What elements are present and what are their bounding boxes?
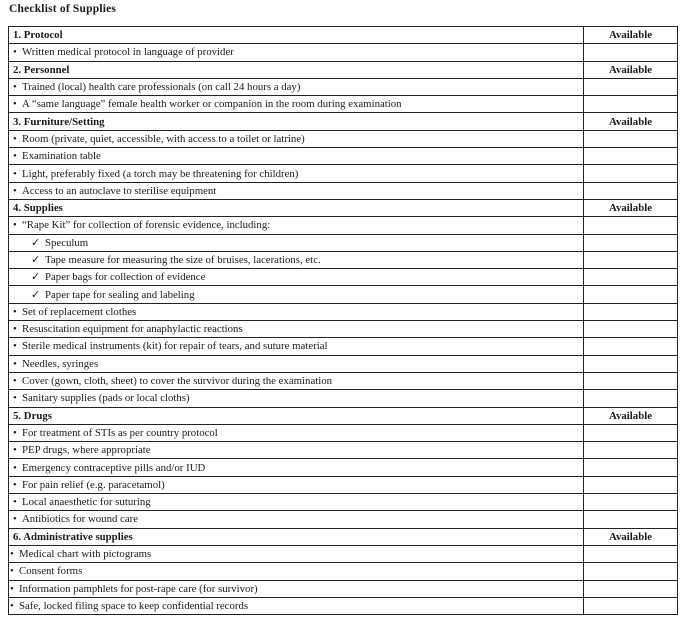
item-text: Antibiotics for wound care: [22, 513, 139, 526]
item-cell: [9, 355, 584, 372]
availability-cell: [584, 217, 678, 234]
checklist-row: [9, 217, 678, 234]
item-cell: [9, 597, 584, 614]
checkmark-icon: ✓: [31, 254, 41, 266]
checklist-row: [9, 563, 678, 580]
item-cell: [9, 372, 584, 389]
bullet-icon: •: [13, 184, 17, 197]
checklist-row: [9, 148, 678, 165]
availability-cell: [584, 44, 678, 61]
item-cell: [9, 459, 584, 476]
availability-cell: [584, 390, 678, 407]
section-heading: 2. Personnel: [9, 61, 584, 78]
item-cell: [9, 390, 584, 407]
bullet-icon: •: [13, 426, 17, 439]
item-cell: [9, 286, 584, 303]
checklist-row: [9, 459, 678, 476]
item-cell: [9, 182, 584, 199]
availability-cell: [584, 355, 678, 372]
bullet-icon: •: [13, 305, 17, 318]
section-heading: 5. Drugs: [9, 407, 584, 424]
bullet-icon: •: [10, 548, 14, 561]
section-header-row: [9, 113, 678, 130]
item-text: Sterile medical instruments (kit) for repair of tears, and suture material: [22, 340, 328, 353]
availability-cell: [584, 321, 678, 338]
available-column-header: Available: [584, 407, 678, 424]
availability-cell: [584, 476, 678, 493]
checklist-row: [9, 390, 678, 407]
bullet-icon: •: [13, 46, 17, 59]
availability-cell: [584, 165, 678, 182]
item-cell: [9, 217, 584, 234]
item-cell: [9, 545, 584, 562]
checklist-row: [9, 580, 678, 597]
bullet-icon: •: [13, 323, 17, 336]
availability-cell: [584, 148, 678, 165]
section-heading: 4. Supplies: [9, 199, 584, 216]
item-text: Room (private, quiet, accessible, with access to a toilet or latrine): [22, 132, 305, 145]
item-cell: [9, 424, 584, 441]
availability-cell: [584, 580, 678, 597]
item-text: Emergency contraceptive pills and/or IUD: [22, 461, 206, 474]
bullet-icon: •: [10, 599, 14, 612]
checklist-row: [9, 442, 678, 459]
availability-cell: [584, 424, 678, 441]
item-text: Set of replacement clothes: [22, 305, 137, 318]
section-header-row: [9, 407, 678, 424]
checklist-row: [9, 269, 678, 286]
available-column-header: Available: [584, 528, 678, 545]
item-text: Tape measure for measuring the size of bruises, lacerations, etc.: [45, 254, 321, 266]
checkmark-icon: ✓: [31, 288, 41, 301]
bullet-icon: •: [13, 496, 17, 509]
item-text: Trained (local) health care professionals (on call 24 hours a day): [22, 81, 301, 94]
item-cell: [9, 511, 584, 528]
checklist-row: [9, 251, 678, 268]
availability-cell: [584, 251, 678, 268]
availability-cell: [584, 597, 678, 614]
bullet-icon: •: [13, 98, 17, 111]
availability-cell: [584, 494, 678, 511]
item-cell: [9, 130, 584, 147]
item-cell: [9, 251, 584, 268]
item-text: Needles, syringes: [22, 357, 99, 370]
checklist-row: [9, 321, 678, 338]
item-text: Speculum: [45, 236, 89, 249]
checklist-row: [9, 545, 678, 562]
bullet-icon: •: [13, 478, 17, 491]
item-text: Safe, locked filing space to keep confidential records: [19, 599, 249, 612]
checklist-row: [9, 303, 678, 320]
available-column-header: Available: [584, 27, 678, 44]
item-cell: [9, 269, 584, 286]
available-column-header: Available: [584, 61, 678, 78]
item-text: “Rape Kit” for collection of forensic evidence, including:: [22, 219, 271, 232]
availability-cell: [584, 182, 678, 199]
availability-cell: [584, 286, 678, 303]
availability-cell: [584, 130, 678, 147]
section-header-row: [9, 528, 678, 545]
item-cell: [9, 338, 584, 355]
available-column-header: Available: [584, 113, 678, 130]
checklist-title: Checklist of Supplies: [9, 3, 117, 15]
checklist-row: [9, 372, 678, 389]
section-header-row: [9, 27, 678, 44]
checklist-row: [9, 78, 678, 95]
bullet-icon: •: [13, 167, 17, 180]
item-text: Information pamphlets for post-rape care (for survivor): [19, 582, 258, 595]
availability-cell: [584, 442, 678, 459]
availability-cell: [584, 459, 678, 476]
item-text: Access to an autoclave to sterilise equipment: [22, 184, 217, 197]
item-text: Sanitary supplies (pads or local cloths): [22, 392, 190, 405]
availability-cell: [584, 338, 678, 355]
bullet-icon: •: [13, 150, 17, 163]
availability-cell: [584, 372, 678, 389]
checklist-row: [9, 96, 678, 113]
bullet-icon: •: [13, 81, 17, 94]
item-text: Resuscitation equipment for anaphylactic reactions: [22, 323, 243, 336]
item-cell: [9, 165, 584, 182]
bullet-icon: •: [13, 357, 17, 370]
available-column-header: Available: [584, 199, 678, 216]
checkmark-icon: ✓: [31, 271, 41, 284]
checklist-body: [9, 27, 678, 615]
checklist-row: [9, 494, 678, 511]
bullet-icon: •: [13, 132, 17, 145]
supplies-checklist-table: [8, 26, 678, 615]
item-cell: [9, 148, 584, 165]
availability-cell: [584, 511, 678, 528]
item-text: Consent forms: [19, 565, 83, 578]
bullet-icon: •: [13, 219, 17, 232]
availability-cell: [584, 78, 678, 95]
bullet-icon: •: [13, 513, 17, 526]
availability-cell: [584, 96, 678, 113]
checklist-row: [9, 234, 678, 251]
item-cell: [9, 321, 584, 338]
item-cell: [9, 442, 584, 459]
availability-cell: [584, 234, 678, 251]
bullet-icon: •: [13, 392, 17, 405]
item-text: Local anaesthetic for suturing: [22, 496, 151, 509]
section-header-row: [9, 61, 678, 78]
item-text: Paper bags for collection of evidence: [45, 271, 206, 284]
availability-cell: [584, 303, 678, 320]
checklist-row: [9, 511, 678, 528]
item-text: For treatment of STIs as per country protocol: [22, 426, 218, 439]
section-heading: 3. Furniture/Setting: [9, 113, 584, 130]
item-cell: [9, 78, 584, 95]
item-text: A “same language” female health worker or companion in the room during examination: [22, 98, 402, 111]
checklist-row: [9, 286, 678, 303]
item-cell: [9, 303, 584, 320]
item-text: PEP drugs, where appropriate: [22, 444, 151, 457]
section-heading: 6. Administrative supplies: [9, 528, 584, 545]
item-text: Medical chart with pictograms: [19, 548, 152, 561]
item-text: Paper tape for sealing and labeling: [45, 288, 195, 301]
checklist-row: [9, 355, 678, 372]
checkmark-icon: ✓: [31, 236, 41, 249]
item-cell: [9, 563, 584, 580]
item-text: Cover (gown, cloth, sheet) to cover the survivor during the examination: [22, 375, 333, 388]
item-cell: [9, 580, 584, 597]
checklist-row: [9, 165, 678, 182]
section-heading: 1. Protocol: [9, 27, 584, 44]
item-text: Examination table: [22, 150, 101, 163]
bullet-icon: •: [13, 461, 17, 474]
checklist-row: [9, 44, 678, 61]
item-cell: [9, 234, 584, 251]
item-text: Written medical protocol in language of provider: [22, 46, 234, 59]
checklist-row: [9, 182, 678, 199]
item-text: For pain relief (e.g. paracetamol): [22, 478, 165, 491]
availability-cell: [584, 563, 678, 580]
bullet-icon: •: [13, 375, 17, 388]
bullet-icon: •: [13, 444, 17, 457]
item-cell: [9, 476, 584, 493]
checklist-row: [9, 338, 678, 355]
availability-cell: [584, 269, 678, 286]
bullet-icon: •: [10, 565, 14, 578]
checklist-row: [9, 597, 678, 614]
availability-cell: [584, 545, 678, 562]
checklist-row: [9, 130, 678, 147]
item-cell: [9, 96, 584, 113]
checklist-row: [9, 476, 678, 493]
bullet-icon: •: [10, 582, 14, 595]
item-cell: [9, 44, 584, 61]
bullet-icon: •: [13, 340, 17, 353]
item-text: Light, preferably fixed (a torch may be threatening for children): [22, 167, 299, 180]
section-header-row: [9, 199, 678, 216]
checklist-row: [9, 424, 678, 441]
item-cell: [9, 494, 584, 511]
